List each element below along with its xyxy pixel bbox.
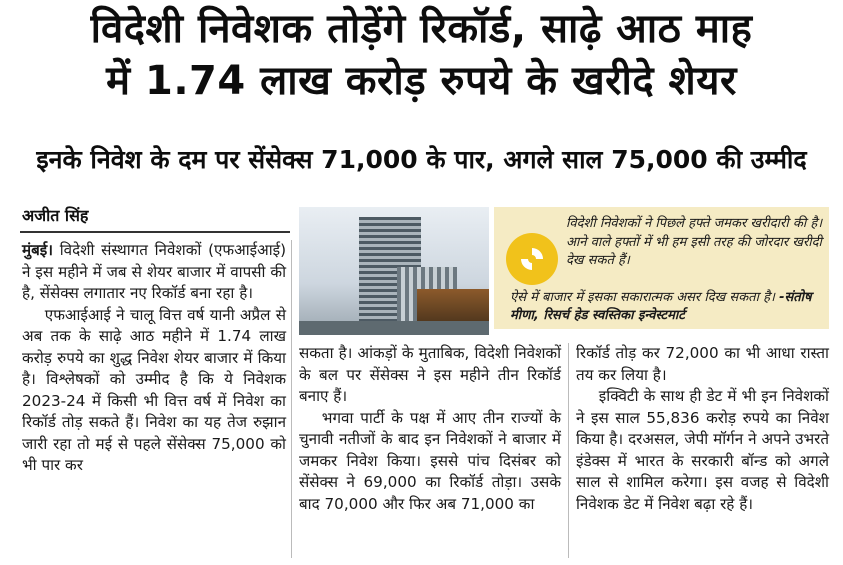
byline-divider: [20, 231, 290, 233]
col3-paragraph-2: इक्विटी के साथ ही डेट में भी इन निवेशकों ने इस साल 55,836 करोड़ रुपये का निवेश किया है। दरअसल, जेपी मॉर्गन ने अपने उभरते इंडेक्स में भारत के सरकारी बॉन्ड को अगले साल से शामिल करेगा। इस वजह से विदेशी निवेशक डेट में निवेश बढ़ा रहे हैं।: [576, 387, 829, 513]
swastika-investmart-logo-icon: [506, 233, 558, 285]
quote-text-continued: ऐसे में बाजार में इसका सकारात्मक असर दिख सकता है। -संतोष मीणा, रिसर्च हेड स्वस्तिका इन्वेस्टमार्ट: [510, 290, 812, 323]
article-column-2: [299, 343, 561, 515]
column-divider: [291, 240, 292, 558]
col2-paragraph-2: भगवा पार्टी के पक्ष में आए तीन राज्यों के चुनावी नतीजों के बाद इन निवेशकों ने बाजार में जमकर निवेश किया। इससे पांच दिसंबर को सेंसेक्स ने 69,000 का रिकॉर्ड तोड़ा। उसके बाद 70,000 और फिर अब 71,000 का: [299, 408, 561, 513]
article-column-1: [22, 240, 286, 477]
dateline: मुंबई।: [22, 241, 53, 259]
headline-line1: विदेशी निवेशक तोड़ेंगे रिकॉर्ड, साढ़े आठ माह: [90, 6, 753, 52]
subheadline: इनके निवेश के दम पर सेंसेक्स 71,000 के पार, अगले साल 75,000 की उम्मीद: [36, 145, 807, 174]
street-icon: [299, 321, 489, 335]
stock-exchange-photo: [299, 207, 489, 335]
column-divider: [568, 343, 569, 558]
col1-paragraph-2: एफआईआई ने चालू वित्त वर्ष यानी अप्रैल से अब तक के साढ़े आठ महीने में 1.74 लाख करोड़ रुपये का शुद्ध निवेश शेयर बाजार में किया है। विश्लेषकों को उम्मीद है कि ये निवेशक 2023-24 में किसी भी वित्त वर्ष में निवेश का रिकॉर्ड तोड़ सकते हैं। निवेश का यह तेज रुझान जारी रहा तो मई से पहले सेंसेक्स 75,000 को भी पार कर: [22, 305, 286, 474]
col2-paragraph-1: सकता है। आंकड़ों के मुताबिक, विदेशी निवेशकों के बल पर सेंसेक्स ने इस महीने तीन रिकॉर्ड बनाए हैं।: [299, 344, 561, 405]
article-column-3: [576, 343, 829, 515]
headline-line2: में 1.74 लाख करोड़ रुपये के खरीदे शेयर: [106, 58, 737, 104]
quote-source: -संतोष मीणा, रिसर्च हेड स्वस्तिका इन्वेस्टमार्ट: [510, 290, 812, 323]
col1-paragraph-1: मुंबई। विदेशी संस्थागत निवेशकों (एफआईआई) ने इस महीने में जब से शेयर बाजार में वापसी की है, सेंसेक्स लगातार नए रिकॉर्ड बना रहा है।: [22, 241, 287, 302]
quote-text: विदेशी निवेशकों ने पिछले हफ्ते जमकर खरीदारी की है। आने वाले हफ्तों में भी हम इसी तरह की जोरदार खरीदी देख सकते हैं।: [566, 216, 823, 268]
quote-box: [494, 207, 829, 329]
col3-paragraph-1: रिकॉर्ड तोड़ कर 72,000 का भी आधा रास्ता तय कर लिया है।: [576, 344, 829, 384]
byline: अजीत सिंह: [22, 206, 89, 225]
